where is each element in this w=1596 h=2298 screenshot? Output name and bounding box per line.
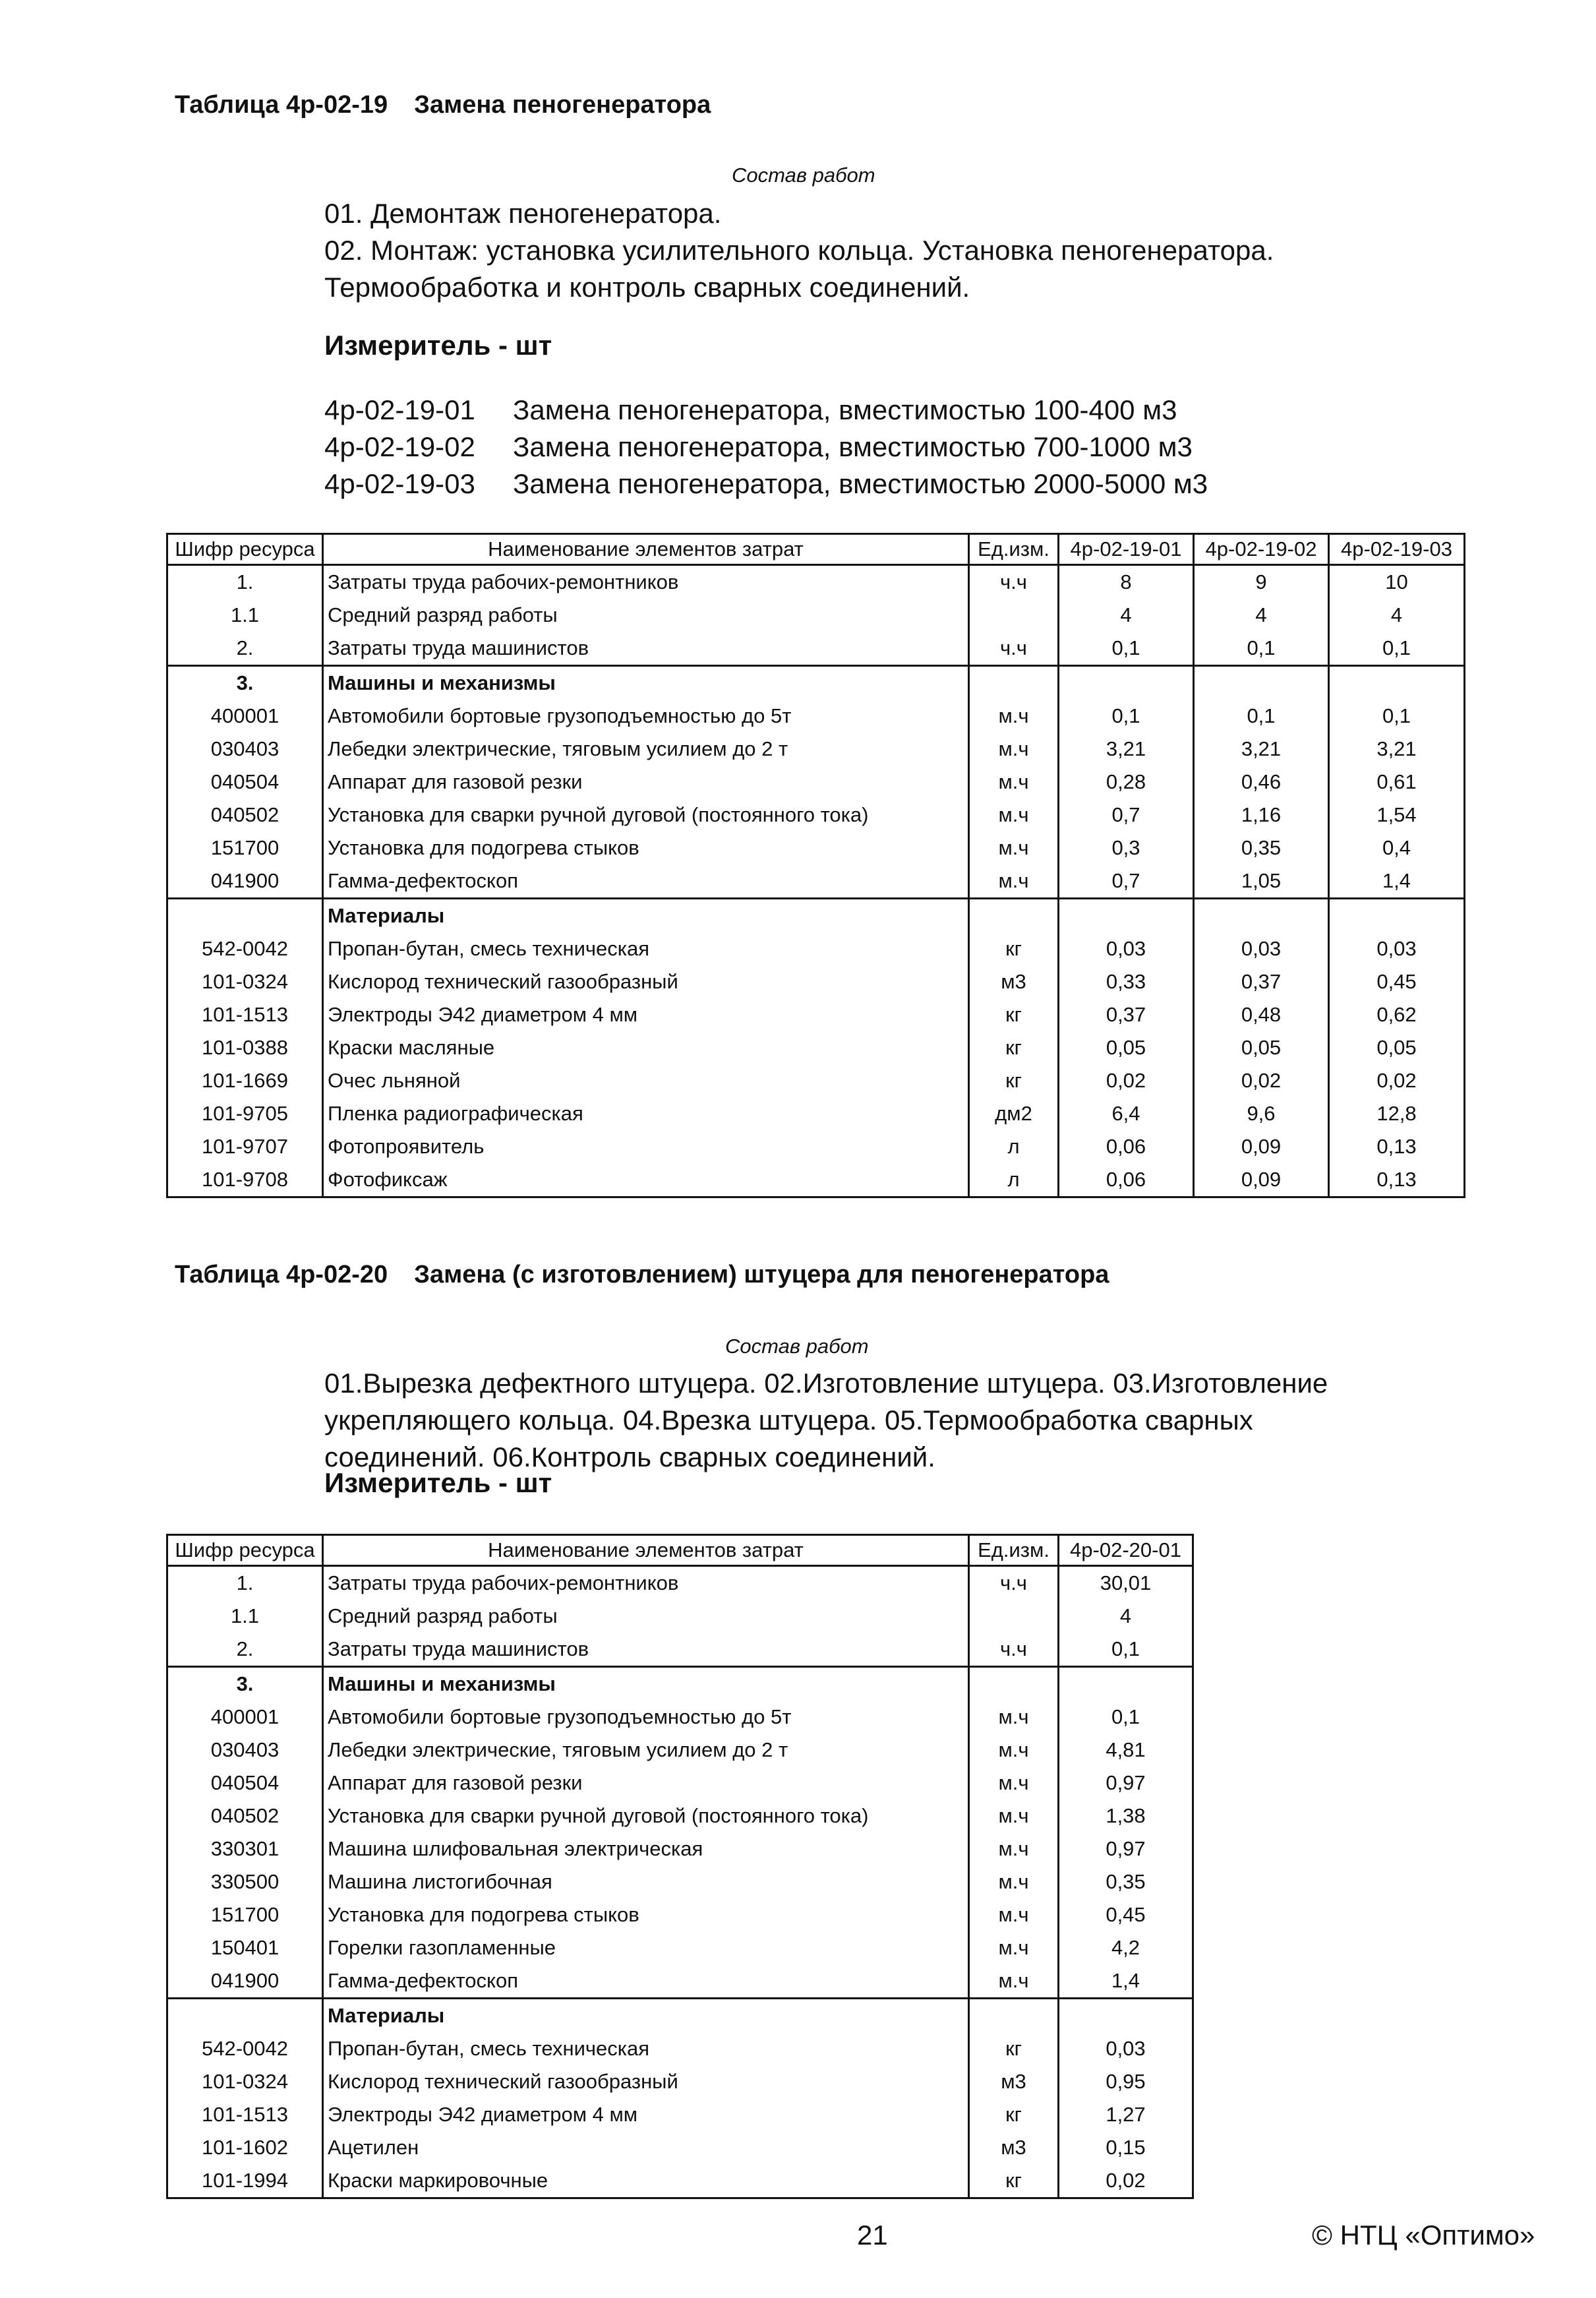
cost-element-cell: Машины и механизмы xyxy=(323,666,969,700)
variant-row xyxy=(324,429,1208,466)
variant-text: Замена пеногенератора, вместимостью 2000-5000 м3 xyxy=(513,468,1208,499)
unit-cell: м.ч xyxy=(969,1767,1059,1799)
value-cell: 1,4 xyxy=(1059,1964,1193,1999)
cost-element-cell: Лебедки электрические, тяговым усилием до 2 т xyxy=(323,1734,969,1767)
value-cell: 0,02 xyxy=(1059,2164,1193,2198)
cost-element-cell: Затраты труда машинистов xyxy=(323,632,969,666)
value-cell: 0,03 xyxy=(1194,932,1329,965)
unit-cell: ч.ч xyxy=(969,1566,1059,1600)
cost-element-cell: Электроды Э42 диаметром 4 мм xyxy=(323,998,969,1031)
unit-cell: ч.ч xyxy=(969,1633,1059,1667)
unit-cell xyxy=(969,599,1059,632)
header-cell: 4р-02-19-02 xyxy=(1194,534,1329,565)
value-cell: 0,1 xyxy=(1059,1701,1193,1734)
value-cell: 4 xyxy=(1059,1600,1193,1633)
table1-title: Замена пеногенератора xyxy=(414,91,711,119)
value-cell: 30,01 xyxy=(1059,1566,1193,1600)
value-cell: 3,21 xyxy=(1194,733,1329,766)
resource-code-cell: 151700 xyxy=(167,1898,323,1931)
value-cell: 9 xyxy=(1194,565,1329,599)
cost-element-cell: Горелки газопламенные xyxy=(323,1931,969,1964)
cost-element-cell: Пропан-бутан, смесь техническая xyxy=(323,932,969,965)
table-row xyxy=(167,1600,1193,1633)
cost-element-cell: Материалы xyxy=(323,1999,969,2033)
unit-cell: м.ч xyxy=(969,1832,1059,1865)
table-row xyxy=(167,2098,1193,2131)
resource-code-cell: 101-1669 xyxy=(167,1064,323,1097)
table-row xyxy=(167,1799,1193,1832)
value-cell: 1,54 xyxy=(1329,799,1465,832)
table-row xyxy=(167,565,1465,599)
value-cell xyxy=(1059,899,1194,933)
unit-cell: кг xyxy=(969,932,1059,965)
cost-element-cell: Гамма-дефектоскоп xyxy=(323,864,969,899)
cost-element-cell: Гамма-дефектоскоп xyxy=(323,1964,969,1999)
resource-code-cell: 330301 xyxy=(167,1832,323,1865)
table1-work-heading: Состав работ xyxy=(732,164,875,187)
value-cell: 0,46 xyxy=(1194,766,1329,799)
resource-code-cell: 040504 xyxy=(167,766,323,799)
cost-element-cell: Краски маркировочные xyxy=(323,2164,969,2198)
value-cell: 0,02 xyxy=(1059,1064,1194,1097)
unit-cell xyxy=(969,899,1059,933)
cost-element-cell: Краски масляные xyxy=(323,1031,969,1064)
cost-element-cell: Фотопроявитель xyxy=(323,1130,969,1163)
resource-code-cell: 101-1602 xyxy=(167,2131,323,2164)
value-cell xyxy=(1059,666,1194,700)
table-row xyxy=(167,832,1465,864)
value-cell: 0,1 xyxy=(1194,632,1329,666)
unit-cell: м.ч xyxy=(969,766,1059,799)
resource-code-cell xyxy=(167,899,323,933)
cost-element-cell: Пленка радиографическая xyxy=(323,1097,969,1130)
unit-cell: м.ч xyxy=(969,1734,1059,1767)
value-cell xyxy=(1059,1999,1193,2033)
value-cell: 0,1 xyxy=(1059,700,1194,733)
unit-cell: кг xyxy=(969,1064,1059,1097)
resource-code-cell: 101-1513 xyxy=(167,2098,323,2131)
value-cell: 0,09 xyxy=(1194,1163,1329,1197)
cost-element-cell: Пропан-бутан, смесь техническая xyxy=(323,2032,969,2065)
header-cell: 4р-02-19-03 xyxy=(1329,534,1465,565)
work-line: Термообработка и контроль сварных соединений. xyxy=(324,272,970,303)
unit-cell: м3 xyxy=(969,2131,1059,2164)
variant-code: 4р-02-19-01 xyxy=(324,394,475,425)
table2-heading xyxy=(175,1261,1109,1289)
table-row xyxy=(167,599,1465,632)
value-cell: 0,05 xyxy=(1194,1031,1329,1064)
value-cell: 0,03 xyxy=(1329,932,1465,965)
resource-code-cell: 101-1513 xyxy=(167,998,323,1031)
publisher-credit: © НТЦ «Оптимо» xyxy=(1312,2220,1535,2251)
unit-cell: кг xyxy=(969,2032,1059,2065)
value-cell xyxy=(1329,666,1465,700)
cost-element-cell: Электроды Э42 диаметром 4 мм xyxy=(323,2098,969,2131)
value-cell: 1,4 xyxy=(1329,864,1465,899)
unit-cell: м.ч xyxy=(969,700,1059,733)
cost-element-cell: Кислород технический газообразный xyxy=(323,2065,969,2098)
unit-cell: ч.ч xyxy=(969,632,1059,666)
unit-cell: кг xyxy=(969,1031,1059,1064)
table2-work-description xyxy=(324,1365,1328,1476)
header-cell: Шифр ресурса xyxy=(167,534,323,565)
value-cell: 0,62 xyxy=(1329,998,1465,1031)
unit-cell: м.ч xyxy=(969,864,1059,899)
value-cell: 0,7 xyxy=(1059,864,1194,899)
value-cell: 0,13 xyxy=(1329,1130,1465,1163)
table-row xyxy=(167,700,1465,733)
value-cell: 4,2 xyxy=(1059,1931,1193,1964)
table-row xyxy=(167,2032,1193,2065)
table-row xyxy=(167,998,1465,1031)
resource-code-cell: 030403 xyxy=(167,733,323,766)
value-cell: 0,02 xyxy=(1194,1064,1329,1097)
table1-work-description xyxy=(324,195,1274,306)
table1-heading xyxy=(175,91,711,119)
cost-element-cell: Машины и механизмы xyxy=(323,1667,969,1701)
header-cell: Ед.изм. xyxy=(969,1535,1059,1566)
unit-cell: дм2 xyxy=(969,1097,1059,1130)
value-cell: 0,33 xyxy=(1059,965,1194,998)
value-cell: 0,61 xyxy=(1329,766,1465,799)
table1-measure: Измеритель - шт xyxy=(324,330,552,361)
value-cell: 0,06 xyxy=(1059,1130,1194,1163)
cost-element-cell: Ацетилен xyxy=(323,2131,969,2164)
resource-code-cell: 030403 xyxy=(167,1734,323,1767)
table2-number: Таблица 4р-02-20 xyxy=(175,1261,388,1288)
value-cell: 0,05 xyxy=(1059,1031,1194,1064)
unit-cell: м.ч xyxy=(969,799,1059,832)
unit-cell xyxy=(969,666,1059,700)
value-cell: 0,37 xyxy=(1059,998,1194,1031)
value-cell: 0,02 xyxy=(1329,1064,1465,1097)
variant-text: Замена пеногенератора, вместимостью 100-400 м3 xyxy=(513,394,1177,425)
resource-code-cell: 101-9707 xyxy=(167,1130,323,1163)
cost-element-cell: Автомобили бортовые грузоподъемностью до 5т xyxy=(323,1701,969,1734)
header-cell: Наименование элементов затрат xyxy=(323,1535,969,1566)
value-cell: 0,35 xyxy=(1059,1865,1193,1898)
page-number: 21 xyxy=(857,2220,888,2251)
cost-table-1 xyxy=(166,533,1465,1198)
resource-code-cell: 040504 xyxy=(167,1767,323,1799)
table-row xyxy=(167,733,1465,766)
value-cell xyxy=(1194,899,1329,933)
unit-cell: м.ч xyxy=(969,832,1059,864)
resource-code-cell: 041900 xyxy=(167,864,323,899)
table-row xyxy=(167,766,1465,799)
table-row xyxy=(167,1865,1193,1898)
header-cell: 4р-02-19-01 xyxy=(1059,534,1194,565)
value-cell: 1,16 xyxy=(1194,799,1329,832)
resource-code-cell: 330500 xyxy=(167,1865,323,1898)
table-row xyxy=(167,1964,1193,1999)
cost-element-cell: Затраты труда рабочих-ремонтников xyxy=(323,1566,969,1600)
value-cell: 0,1 xyxy=(1194,700,1329,733)
table2-work-heading: Состав работ xyxy=(725,1335,869,1358)
table-row xyxy=(167,899,1465,933)
table-row xyxy=(167,1931,1193,1964)
unit-cell: кг xyxy=(969,2098,1059,2131)
table-row xyxy=(167,1667,1193,1701)
table-row xyxy=(167,666,1465,700)
resource-code-cell: 400001 xyxy=(167,1701,323,1734)
table-header-row xyxy=(167,1535,1193,1566)
cost-element-cell: Очес льняной xyxy=(323,1064,969,1097)
value-cell: 0,13 xyxy=(1329,1163,1465,1197)
cost-element-cell: Установка для подогрева стыков xyxy=(323,832,969,864)
resource-code-cell: 150401 xyxy=(167,1931,323,1964)
resource-code-cell: 041900 xyxy=(167,1964,323,1999)
table-row xyxy=(167,1130,1465,1163)
unit-cell: кг xyxy=(969,2164,1059,2198)
value-cell: 0,7 xyxy=(1059,799,1194,832)
unit-cell xyxy=(969,1999,1059,2033)
value-cell: 9,6 xyxy=(1194,1097,1329,1130)
cost-element-cell: Установка для сварки ручной дуговой (постоянного тока) xyxy=(323,799,969,832)
table-row xyxy=(167,932,1465,965)
resource-code-cell: 101-0324 xyxy=(167,2065,323,2098)
table-row xyxy=(167,2164,1193,2198)
resource-code-cell: 040502 xyxy=(167,799,323,832)
work-line: 01.Вырезка дефектного штуцера. 02.Изготовление штуцера. 03.Изготовление xyxy=(324,1368,1328,1399)
unit-cell xyxy=(969,1600,1059,1633)
resource-code-cell: 101-1994 xyxy=(167,2164,323,2198)
table-row xyxy=(167,1898,1193,1931)
table1-variants xyxy=(324,392,1208,502)
table1-number: Таблица 4р-02-19 xyxy=(175,91,388,119)
table-row xyxy=(167,1999,1193,2033)
value-cell: 0,28 xyxy=(1059,766,1194,799)
value-cell: 0,03 xyxy=(1059,2032,1193,2065)
resource-code-cell: 400001 xyxy=(167,700,323,733)
cost-element-cell: Аппарат для газовой резки xyxy=(323,766,969,799)
table-row xyxy=(167,1566,1193,1600)
resource-code-cell: 151700 xyxy=(167,832,323,864)
value-cell: 0,48 xyxy=(1194,998,1329,1031)
variant-row xyxy=(324,466,1208,502)
work-line: 02. Монтаж: установка усилительного кольца. Установка пеногенератора. xyxy=(324,235,1274,266)
table2-measure: Измеритель - шт xyxy=(324,1467,552,1498)
unit-cell: м.ч xyxy=(969,1799,1059,1832)
table-row xyxy=(167,1734,1193,1767)
value-cell: 3,21 xyxy=(1059,733,1194,766)
unit-cell: ч.ч xyxy=(969,565,1059,599)
header-cell: 4р-02-20-01 xyxy=(1059,1535,1193,1566)
resource-code-cell xyxy=(167,1999,323,2033)
variant-row xyxy=(324,392,1208,429)
resource-code-cell: 542-0042 xyxy=(167,932,323,965)
table-header-row xyxy=(167,534,1465,565)
cost-element-cell: Средний разряд работы xyxy=(323,1600,969,1633)
variant-code: 4р-02-19-03 xyxy=(324,468,475,499)
value-cell: 0,06 xyxy=(1059,1163,1194,1197)
value-cell: 0,37 xyxy=(1194,965,1329,998)
resource-code-cell: 101-0324 xyxy=(167,965,323,998)
cost-element-cell: Средний разряд работы xyxy=(323,599,969,632)
resource-code-cell: 1.1 xyxy=(167,1600,323,1633)
cost-element-cell: Автомобили бортовые грузоподъемностью до 5т xyxy=(323,700,969,733)
value-cell: 3,21 xyxy=(1329,733,1465,766)
value-cell: 4 xyxy=(1329,599,1465,632)
unit-cell: м3 xyxy=(969,2065,1059,2098)
table-row xyxy=(167,1832,1193,1865)
unit-cell: м.ч xyxy=(969,1865,1059,1898)
table-row xyxy=(167,632,1465,666)
header-cell: Шифр ресурса xyxy=(167,1535,323,1566)
cost-element-cell: Установка для сварки ручной дуговой (постоянного тока) xyxy=(323,1799,969,1832)
value-cell: 12,8 xyxy=(1329,1097,1465,1130)
value-cell xyxy=(1059,1667,1193,1701)
unit-cell: м.ч xyxy=(969,1701,1059,1734)
unit-cell: м3 xyxy=(969,965,1059,998)
header-cell: Наименование элементов затрат xyxy=(323,534,969,565)
resource-code-cell: 1. xyxy=(167,1566,323,1600)
value-cell: 4 xyxy=(1059,599,1194,632)
cost-element-cell: Аппарат для газовой резки xyxy=(323,1767,969,1799)
value-cell: 0,1 xyxy=(1059,632,1194,666)
unit-cell: м.ч xyxy=(969,1898,1059,1931)
value-cell: 4,81 xyxy=(1059,1734,1193,1767)
table-row xyxy=(167,864,1465,899)
unit-cell: л xyxy=(969,1163,1059,1197)
value-cell: 6,4 xyxy=(1059,1097,1194,1130)
value-cell: 0,15 xyxy=(1059,2131,1193,2164)
cost-element-cell: Установка для подогрева стыков xyxy=(323,1898,969,1931)
resource-code-cell: 101-0388 xyxy=(167,1031,323,1064)
resource-code-cell: 101-9708 xyxy=(167,1163,323,1197)
header-cell: Ед.изм. xyxy=(969,534,1059,565)
cost-element-cell: Лебедки электрические, тяговым усилием до 2 т xyxy=(323,733,969,766)
resource-code-cell: 2. xyxy=(167,632,323,666)
unit-cell: м.ч xyxy=(969,1964,1059,1999)
resource-code-cell: 542-0042 xyxy=(167,2032,323,2065)
value-cell: 0,45 xyxy=(1329,965,1465,998)
work-line: укрепляющего кольца. 04.Врезка штуцера. 05.Термообработка сварных xyxy=(324,1405,1253,1436)
cost-table-2 xyxy=(166,1534,1194,2199)
work-line: 01. Демонтаж пеногенератора. xyxy=(324,198,722,229)
variant-text: Замена пеногенератора, вместимостью 700-1000 м3 xyxy=(513,431,1193,462)
resource-code-cell: 101-9705 xyxy=(167,1097,323,1130)
value-cell: 0,97 xyxy=(1059,1767,1193,1799)
table-row xyxy=(167,1163,1465,1197)
value-cell: 1,38 xyxy=(1059,1799,1193,1832)
value-cell: 10 xyxy=(1329,565,1465,599)
cost-element-cell: Материалы xyxy=(323,899,969,933)
resource-code-cell: 3. xyxy=(167,666,323,700)
table-row xyxy=(167,1701,1193,1734)
table-row xyxy=(167,799,1465,832)
resource-code-cell: 3. xyxy=(167,1667,323,1701)
value-cell: 0,3 xyxy=(1059,832,1194,864)
table2-title: Замена (с изготовлением) штуцера для пеногенератора xyxy=(414,1261,1109,1288)
table-row xyxy=(167,1633,1193,1667)
cost-element-cell: Машина шлифовальная электрическая xyxy=(323,1832,969,1865)
value-cell: 0,97 xyxy=(1059,1832,1193,1865)
table-row xyxy=(167,1031,1465,1064)
value-cell: 1,05 xyxy=(1194,864,1329,899)
value-cell: 0,1 xyxy=(1329,700,1465,733)
value-cell: 0,4 xyxy=(1329,832,1465,864)
resource-code-cell: 2. xyxy=(167,1633,323,1667)
value-cell: 0,03 xyxy=(1059,932,1194,965)
value-cell xyxy=(1194,666,1329,700)
resource-code-cell: 1.1 xyxy=(167,599,323,632)
unit-cell: кг xyxy=(969,998,1059,1031)
value-cell xyxy=(1329,899,1465,933)
unit-cell xyxy=(969,1667,1059,1701)
cost-element-cell: Кислород технический газообразный xyxy=(323,965,969,998)
variant-code: 4р-02-19-02 xyxy=(324,431,475,462)
value-cell: 0,1 xyxy=(1059,1633,1193,1667)
table-row xyxy=(167,1064,1465,1097)
cost-element-cell: Машина листогибочная xyxy=(323,1865,969,1898)
table-row xyxy=(167,1097,1465,1130)
value-cell: 1,27 xyxy=(1059,2098,1193,2131)
value-cell: 8 xyxy=(1059,565,1194,599)
unit-cell: м.ч xyxy=(969,1931,1059,1964)
cost-element-cell: Затраты труда рабочих-ремонтников xyxy=(323,565,969,599)
value-cell: 0,45 xyxy=(1059,1898,1193,1931)
value-cell: 0,05 xyxy=(1329,1031,1465,1064)
value-cell: 0,09 xyxy=(1194,1130,1329,1163)
table-row xyxy=(167,965,1465,998)
value-cell: 0,35 xyxy=(1194,832,1329,864)
value-cell: 4 xyxy=(1194,599,1329,632)
unit-cell: л xyxy=(969,1130,1059,1163)
value-cell: 0,95 xyxy=(1059,2065,1193,2098)
resource-code-cell: 1. xyxy=(167,565,323,599)
value-cell: 0,1 xyxy=(1329,632,1465,666)
table-row xyxy=(167,1767,1193,1799)
work-line: соединений. 06.Контроль сварных соединений. xyxy=(324,1441,935,1472)
table-row xyxy=(167,2131,1193,2164)
resource-code-cell: 040502 xyxy=(167,1799,323,1832)
cost-element-cell: Затраты труда машинистов xyxy=(323,1633,969,1667)
table-row xyxy=(167,2065,1193,2098)
cost-element-cell: Фотофиксаж xyxy=(323,1163,969,1197)
unit-cell: м.ч xyxy=(969,733,1059,766)
